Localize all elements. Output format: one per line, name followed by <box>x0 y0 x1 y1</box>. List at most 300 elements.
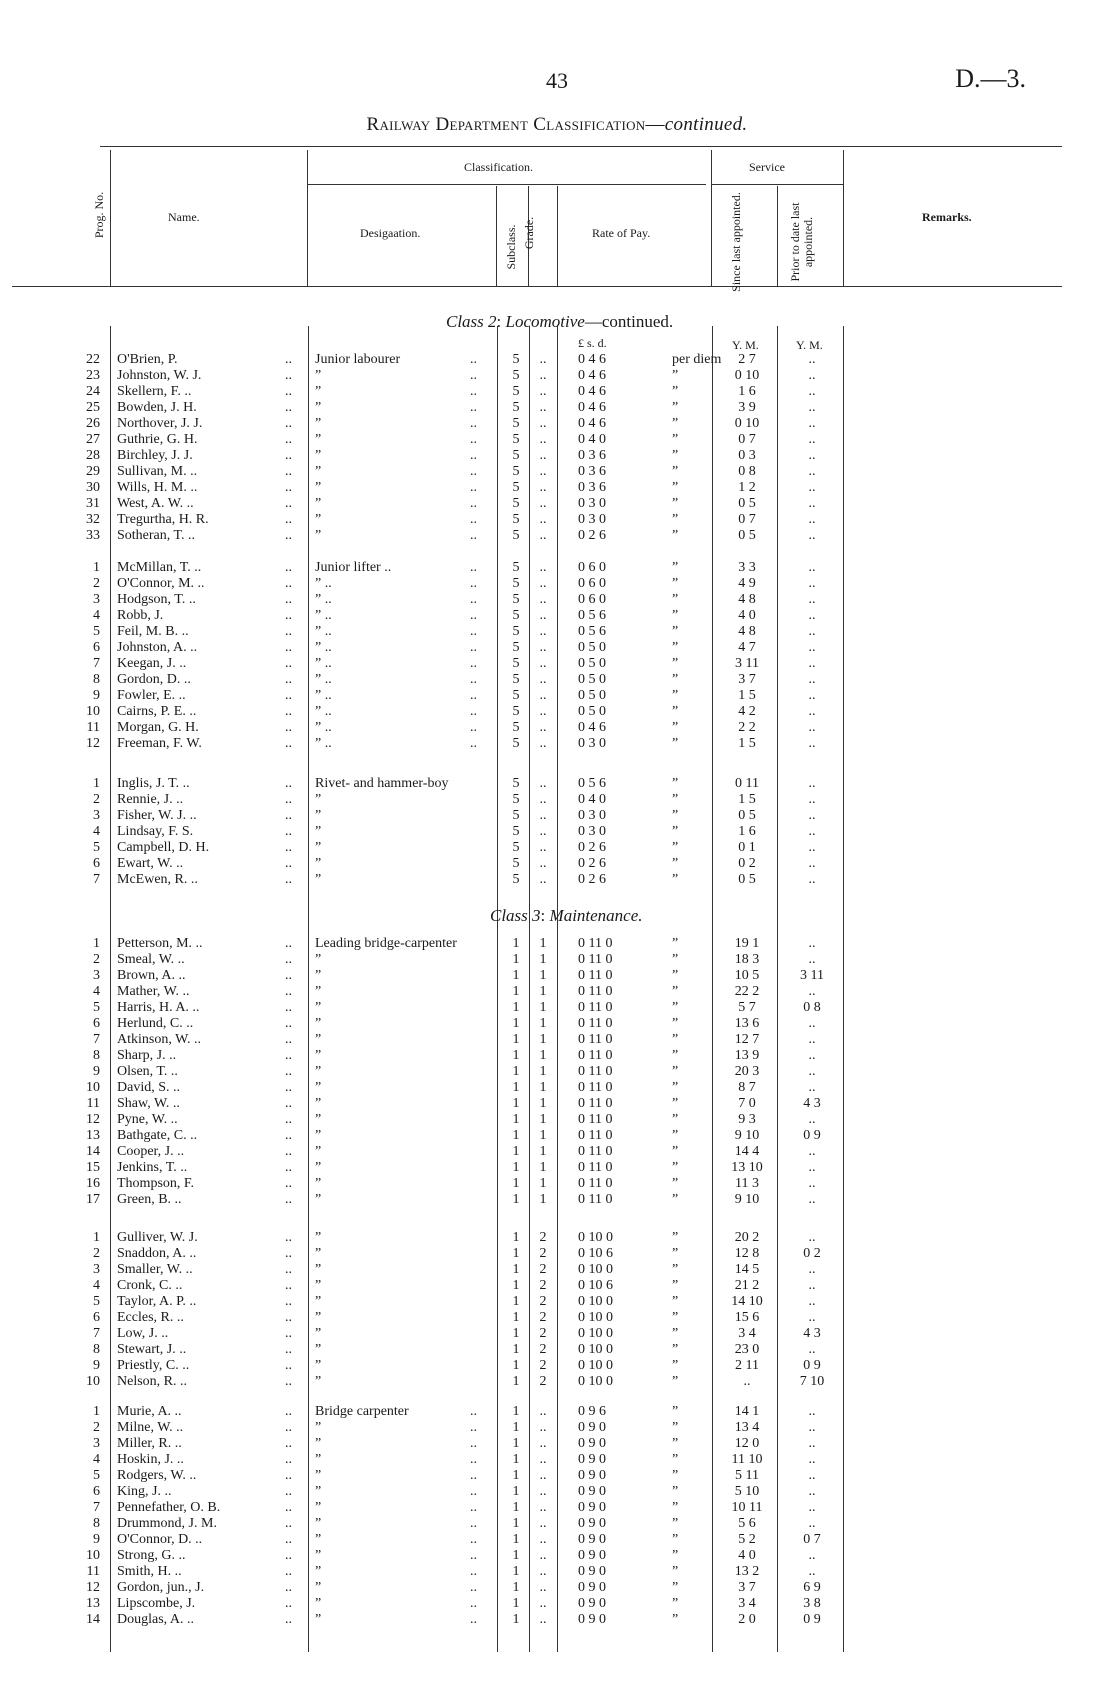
cell-pay: 0 3 0 <box>578 736 606 751</box>
cell-per: ” <box>672 480 679 495</box>
cell-no: 14 <box>86 1144 100 1159</box>
cell-prior: .. <box>808 1404 816 1419</box>
cell-pay: 0 5 0 <box>578 656 606 671</box>
cell-no: 29 <box>86 464 100 479</box>
cell-grade: 1 <box>539 1096 547 1111</box>
cell-since: 0 7 <box>738 432 756 447</box>
cell-since: 5 10 <box>734 1484 760 1499</box>
cell-since: 3 7 <box>738 672 756 687</box>
cell-pay: 0 11 0 <box>578 952 613 967</box>
cell-since: 0 1 <box>738 840 756 855</box>
cell-sub: 5 <box>512 808 520 823</box>
cell-per: ” <box>672 1484 679 1499</box>
cell-no: 11 <box>86 1564 100 1579</box>
cell-des: ” <box>315 400 322 415</box>
cell-dots: .. <box>285 1436 292 1451</box>
cell-no: 7 <box>93 1500 100 1515</box>
title-dash: — <box>645 114 665 135</box>
cell-no: 9 <box>93 1064 100 1079</box>
cell-no: 16 <box>86 1176 100 1191</box>
cell-grade: 2 <box>539 1230 547 1245</box>
cell-grade: 1 <box>539 984 547 999</box>
cell-no: 13 <box>86 1596 100 1611</box>
cell-pay: 0 9 0 <box>578 1436 606 1451</box>
cell-prior: 6 9 <box>803 1580 821 1595</box>
cell-per: ” <box>672 1596 679 1611</box>
cell-sub: 5 <box>512 496 520 511</box>
table-row <box>0 1192 1114 1208</box>
cell-since: 11 10 <box>731 1452 763 1467</box>
cell-since: 3 4 <box>738 1596 756 1611</box>
table-row <box>0 512 1114 528</box>
cell-per: ” <box>672 1532 679 1547</box>
cell-dots: .. <box>285 1000 292 1015</box>
cell-pay: 0 9 0 <box>578 1580 606 1595</box>
table-row <box>0 840 1114 856</box>
cell-since: 12 8 <box>734 1246 760 1261</box>
section-note: continued. <box>601 312 674 331</box>
cell-grade: .. <box>539 1580 547 1595</box>
cell-des: ” <box>315 1096 322 1111</box>
cell-sub: 5 <box>512 528 520 543</box>
cell-per: ” <box>672 688 679 703</box>
cell-subdots: .. <box>470 1564 477 1579</box>
table-row <box>0 1342 1114 1358</box>
cell-prior: .. <box>808 776 816 791</box>
cell-per: ” <box>672 1342 679 1357</box>
cell-per: ” <box>672 704 679 719</box>
cell-no: 5 <box>93 1000 100 1015</box>
cell-grade: 2 <box>539 1310 547 1325</box>
cell-name: McMillan, T. .. <box>117 560 202 575</box>
cell-sub: 5 <box>512 416 520 431</box>
table-row <box>0 1262 1114 1278</box>
cell-des: Junior labourer <box>315 352 401 367</box>
cell-dots: .. <box>285 840 292 855</box>
table-row <box>0 592 1114 608</box>
cell-since: 9 10 <box>734 1192 760 1207</box>
table-row <box>0 704 1114 720</box>
cell-des: Rivet- and hammer-boy <box>315 776 449 791</box>
cell-prior: .. <box>808 736 816 751</box>
cell-per: ” <box>672 512 679 527</box>
cell-grade: 1 <box>539 1160 547 1175</box>
cell-grade: .. <box>539 512 547 527</box>
cell-des: ” <box>315 1374 322 1389</box>
cell-dots: .. <box>285 480 292 495</box>
cell-dots: .. <box>285 576 292 591</box>
cell-per: ” <box>672 528 679 543</box>
cell-pay: 0 9 0 <box>578 1452 606 1467</box>
cell-pay: 0 5 0 <box>578 672 606 687</box>
cell-per: ” <box>672 1468 679 1483</box>
cell-sub: 5 <box>512 776 520 791</box>
cell-pay: 0 4 6 <box>578 384 606 399</box>
table-row <box>0 792 1114 808</box>
cell-dots: .. <box>285 1596 292 1611</box>
cell-prior: .. <box>808 432 816 447</box>
cell-per: ” <box>672 1246 679 1261</box>
cell-prior: .. <box>808 1262 816 1277</box>
cell-per: ” <box>672 936 679 951</box>
table-row <box>0 1548 1114 1564</box>
cell-dots: .. <box>285 1374 292 1389</box>
cell-name: Cooper, J. .. <box>117 1144 185 1159</box>
table-row <box>0 416 1114 432</box>
cell-name: Gordon, D. .. <box>117 672 191 687</box>
cell-dots: .. <box>285 352 292 367</box>
cell-since: 9 10 <box>734 1128 760 1143</box>
cell-grade: 2 <box>539 1326 547 1341</box>
cell-des: ” <box>315 792 322 807</box>
cell-grade: .. <box>539 824 547 839</box>
cell-name: Sharp, J. .. <box>117 1048 177 1063</box>
cell-subdots: .. <box>470 368 477 383</box>
cell-des: ” <box>315 808 322 823</box>
cell-pay: 0 11 0 <box>578 984 613 999</box>
cell-name: Pennefather, O. B. <box>117 1500 221 1515</box>
cell-grade: 1 <box>539 936 547 951</box>
cell-grade: .. <box>539 1500 547 1515</box>
cell-sub: 5 <box>512 840 520 855</box>
cell-prior: .. <box>808 1294 816 1309</box>
cell-per: ” <box>672 1230 679 1245</box>
cell-prior: .. <box>808 1468 816 1483</box>
table-row <box>0 1436 1114 1452</box>
cell-dots: .. <box>285 448 292 463</box>
cell-no: 10 <box>86 1374 100 1389</box>
cell-sub: 5 <box>512 736 520 751</box>
cell-since: 2 7 <box>738 352 756 367</box>
cell-sub: 1 <box>512 1096 520 1111</box>
cell-per: ” <box>672 840 679 855</box>
table-row <box>0 672 1114 688</box>
cell-since: 12 7 <box>734 1032 760 1047</box>
cell-sub: 1 <box>512 1404 520 1419</box>
cell-dots: .. <box>285 1548 292 1563</box>
table-row <box>0 448 1114 464</box>
cell-dots: .. <box>285 792 292 807</box>
cell-pay: 0 5 0 <box>578 640 606 655</box>
cell-no: 9 <box>93 1532 100 1547</box>
cell-des: Leading bridge-carpenter <box>315 936 457 951</box>
cell-pay: 0 9 6 <box>578 1404 606 1419</box>
cell-subdots: .. <box>470 464 477 479</box>
table-row <box>0 1160 1114 1176</box>
cell-pay: 0 11 0 <box>578 1064 613 1079</box>
cell-since: 4 0 <box>738 608 756 623</box>
cell-prior: .. <box>808 1342 816 1357</box>
table-row <box>0 1596 1114 1612</box>
cell-no: 8 <box>93 1342 100 1357</box>
cell-pay: 0 3 0 <box>578 824 606 839</box>
table-row <box>0 1128 1114 1144</box>
cell-dots: .. <box>285 968 292 983</box>
cell-per: ” <box>672 1262 679 1277</box>
cell-grade: .. <box>539 688 547 703</box>
cell-since: 4 8 <box>738 624 756 639</box>
cell-subdots: .. <box>470 432 477 447</box>
cell-per: ” <box>672 824 679 839</box>
cell-pay: 0 10 0 <box>578 1374 613 1389</box>
cell-name: Strong, G. .. <box>117 1548 186 1563</box>
cell-grade: 2 <box>539 1278 547 1293</box>
cell-dots: .. <box>285 936 292 951</box>
cell-pay: 0 9 0 <box>578 1612 606 1627</box>
cell-no: 10 <box>86 704 100 719</box>
cell-per: ” <box>672 1096 679 1111</box>
cell-des: ” <box>315 1294 322 1309</box>
cell-prior: .. <box>808 984 816 999</box>
cell-des: ” <box>315 1160 322 1175</box>
cell-des: ” <box>315 856 322 871</box>
cell-since: 3 4 <box>738 1326 756 1341</box>
cell-pay: 0 11 0 <box>578 1080 613 1095</box>
cell-per: per diem <box>672 352 722 367</box>
cell-name: Drummond, J. M. <box>117 1516 217 1531</box>
table-row <box>0 1468 1114 1484</box>
cell-grade: .. <box>539 1596 547 1611</box>
cell-dots: .. <box>285 1484 292 1499</box>
cell-dots: .. <box>285 384 292 399</box>
cell-per: ” <box>672 776 679 791</box>
cell-des: ” .. <box>315 592 332 607</box>
cell-des: ” <box>315 1342 322 1357</box>
cell-prior: .. <box>808 512 816 527</box>
cell-since: 0 3 <box>738 448 756 463</box>
cell-pay: 0 5 0 <box>578 688 606 703</box>
cell-sub: 1 <box>512 1310 520 1325</box>
cell-no: 10 <box>86 1080 100 1095</box>
cell-grade: 1 <box>539 1032 547 1047</box>
cell-prior: 7 10 <box>799 1374 825 1389</box>
cell-since: 0 8 <box>738 464 756 479</box>
cell-prior: .. <box>808 1420 816 1435</box>
cell-per: ” <box>672 1500 679 1515</box>
cell-name: Bowden, J. H. <box>117 400 197 415</box>
cell-name: Freeman, F. W. <box>117 736 202 751</box>
cell-des: ” <box>315 368 322 383</box>
cell-prior: .. <box>808 936 816 951</box>
cell-per: ” <box>672 1516 679 1531</box>
cell-pay: 0 11 0 <box>578 1160 613 1175</box>
cell-des: ” <box>315 1500 322 1515</box>
cell-prior: .. <box>808 1278 816 1293</box>
cell-grade: .. <box>539 464 547 479</box>
cell-no: 7 <box>93 872 100 887</box>
cell-dots: .. <box>285 1358 292 1373</box>
cell-name: King, J. .. <box>117 1484 172 1499</box>
cell-prior: .. <box>808 368 816 383</box>
cell-no: 6 <box>93 856 100 871</box>
cell-pay: 0 9 0 <box>578 1484 606 1499</box>
cell-per: ” <box>672 1420 679 1435</box>
cell-no: 12 <box>86 736 100 751</box>
cell-per: ” <box>672 1278 679 1293</box>
cell-per: ” <box>672 1310 679 1325</box>
cell-grade: .. <box>539 856 547 871</box>
cell-since: 9 3 <box>738 1112 756 1127</box>
cell-dots: .. <box>285 560 292 575</box>
cell-prior: .. <box>808 824 816 839</box>
cell-dots: .. <box>285 1580 292 1595</box>
cell-dots: .. <box>285 1144 292 1159</box>
cell-since: .. <box>743 1374 751 1389</box>
cell-name: Smeal, W. .. <box>117 952 185 967</box>
table-row <box>0 480 1114 496</box>
table-row <box>0 720 1114 736</box>
cell-name: Thompson, F. <box>117 1176 195 1191</box>
cell-pay: 0 10 0 <box>578 1310 613 1325</box>
cell-pay: 0 9 0 <box>578 1532 606 1547</box>
cell-per: ” <box>672 656 679 671</box>
cell-grade: 2 <box>539 1246 547 1261</box>
cell-since: 11 3 <box>735 1176 759 1191</box>
cell-des: ” .. <box>315 624 332 639</box>
cell-per: ” <box>672 1564 679 1579</box>
table-row <box>0 496 1114 512</box>
cell-since: 13 6 <box>734 1016 760 1031</box>
cell-sub: 5 <box>512 512 520 527</box>
cell-prior: .. <box>808 608 816 623</box>
cell-pay: 0 10 0 <box>578 1358 613 1373</box>
table-row <box>0 1500 1114 1516</box>
cell-dots: .. <box>285 1016 292 1031</box>
header-grade: Grade. <box>522 216 536 250</box>
cell-no: 31 <box>86 496 100 511</box>
cell-pay: 0 3 6 <box>578 464 606 479</box>
cell-dots: .. <box>285 1048 292 1063</box>
cell-dots: .. <box>285 1246 292 1261</box>
cell-prior: .. <box>808 624 816 639</box>
cell-subdots: .. <box>470 704 477 719</box>
cell-des: Bridge carpenter <box>315 1404 409 1419</box>
cell-pay: 0 10 0 <box>578 1294 613 1309</box>
cell-des: ” .. <box>315 672 332 687</box>
cell-grade: .. <box>539 576 547 591</box>
cell-prior: .. <box>808 384 816 399</box>
title-main: Railway Department Classification <box>366 114 646 135</box>
cell-subdots: .. <box>470 1580 477 1595</box>
cell-per: ” <box>672 1436 679 1451</box>
cell-sub: 1 <box>512 1326 520 1341</box>
cell-prior: 0 9 <box>803 1612 821 1627</box>
cell-dots: .. <box>285 808 292 823</box>
cell-prior: .. <box>808 1452 816 1467</box>
cell-subdots: .. <box>470 400 477 415</box>
cell-grade: .. <box>539 1468 547 1483</box>
cell-grade: 1 <box>539 1176 547 1191</box>
cell-prior: .. <box>808 792 816 807</box>
cell-no: 3 <box>93 808 100 823</box>
cell-pay: 0 10 0 <box>578 1262 613 1277</box>
cell-name: Feil, M. B. .. <box>117 624 189 639</box>
cell-name: Brown, A. .. <box>117 968 186 983</box>
cell-no: 5 <box>93 624 100 639</box>
cell-name: McEwen, R. .. <box>117 872 198 887</box>
cell-since: 20 2 <box>734 1230 760 1245</box>
cell-grade: 1 <box>539 968 547 983</box>
cell-name: Olsen, T. .. <box>117 1064 178 1079</box>
cell-sub: 5 <box>512 560 520 575</box>
cell-no: 12 <box>86 1580 100 1595</box>
cell-prior: .. <box>808 1564 816 1579</box>
cell-sub: 1 <box>512 1420 520 1435</box>
cell-des: ” <box>315 1144 322 1159</box>
cell-grade: .. <box>539 368 547 383</box>
table-row <box>0 968 1114 984</box>
cell-subdots: .. <box>470 384 477 399</box>
cell-dots: .. <box>285 856 292 871</box>
cell-prior: .. <box>808 656 816 671</box>
table-row <box>0 936 1114 952</box>
cell-no: 3 <box>93 592 100 607</box>
cell-dots: .. <box>285 512 292 527</box>
cell-dots: .. <box>285 1112 292 1127</box>
cell-prior: .. <box>808 592 816 607</box>
cell-sub: 5 <box>512 464 520 479</box>
cell-per: ” <box>672 1452 679 1467</box>
table-row <box>0 1096 1114 1112</box>
cell-name: Cairns, P. E. .. <box>117 704 197 719</box>
header-service: Service <box>749 160 785 174</box>
cell-pay: 0 5 0 <box>578 704 606 719</box>
cell-pay: 0 11 0 <box>578 1048 613 1063</box>
cell-pay: 0 11 0 <box>578 968 613 983</box>
cell-sub: 1 <box>512 1294 520 1309</box>
cell-per: ” <box>672 952 679 967</box>
header-subclass: Subclass. <box>504 224 518 270</box>
table-row <box>0 1000 1114 1016</box>
cell-prior: .. <box>808 720 816 735</box>
cell-prior: .. <box>808 1112 816 1127</box>
table-row <box>0 1064 1114 1080</box>
cell-prior: .. <box>808 1516 816 1531</box>
cell-subdots: .. <box>470 1500 477 1515</box>
cell-sub: 5 <box>512 352 520 367</box>
cell-prior: 4 3 <box>803 1326 821 1341</box>
cell-des: ” <box>315 1580 322 1595</box>
cell-des: ” <box>315 512 322 527</box>
cell-des: ” <box>315 1128 322 1143</box>
table-row <box>0 560 1114 576</box>
cell-dots: .. <box>285 1532 292 1547</box>
cell-sub: 1 <box>512 1032 520 1047</box>
cell-name: Campbell, D. H. <box>117 840 210 855</box>
cell-per: ” <box>672 872 679 887</box>
cell-sub: 5 <box>512 448 520 463</box>
cell-dots: .. <box>285 640 292 655</box>
cell-sub: 1 <box>512 1374 520 1389</box>
cell-since: 4 2 <box>738 704 756 719</box>
cell-since: 4 0 <box>738 1548 756 1563</box>
cell-since: 10 11 <box>731 1500 763 1515</box>
cell-pay: 0 2 6 <box>578 528 606 543</box>
cell-name: Atkinson, W. .. <box>117 1032 202 1047</box>
cell-prior: .. <box>808 1176 816 1191</box>
cell-des: ” <box>315 416 322 431</box>
cell-sub: 1 <box>512 1064 520 1079</box>
table-row <box>0 1532 1114 1548</box>
cell-per: ” <box>672 984 679 999</box>
cell-pay: 0 3 0 <box>578 496 606 511</box>
cell-prior: 3 11 <box>800 968 824 983</box>
table-row <box>0 1516 1114 1532</box>
header-prog-no: Prog. No. <box>92 191 106 239</box>
table-row <box>0 576 1114 592</box>
cell-grade: .. <box>539 736 547 751</box>
table-row <box>0 1452 1114 1468</box>
